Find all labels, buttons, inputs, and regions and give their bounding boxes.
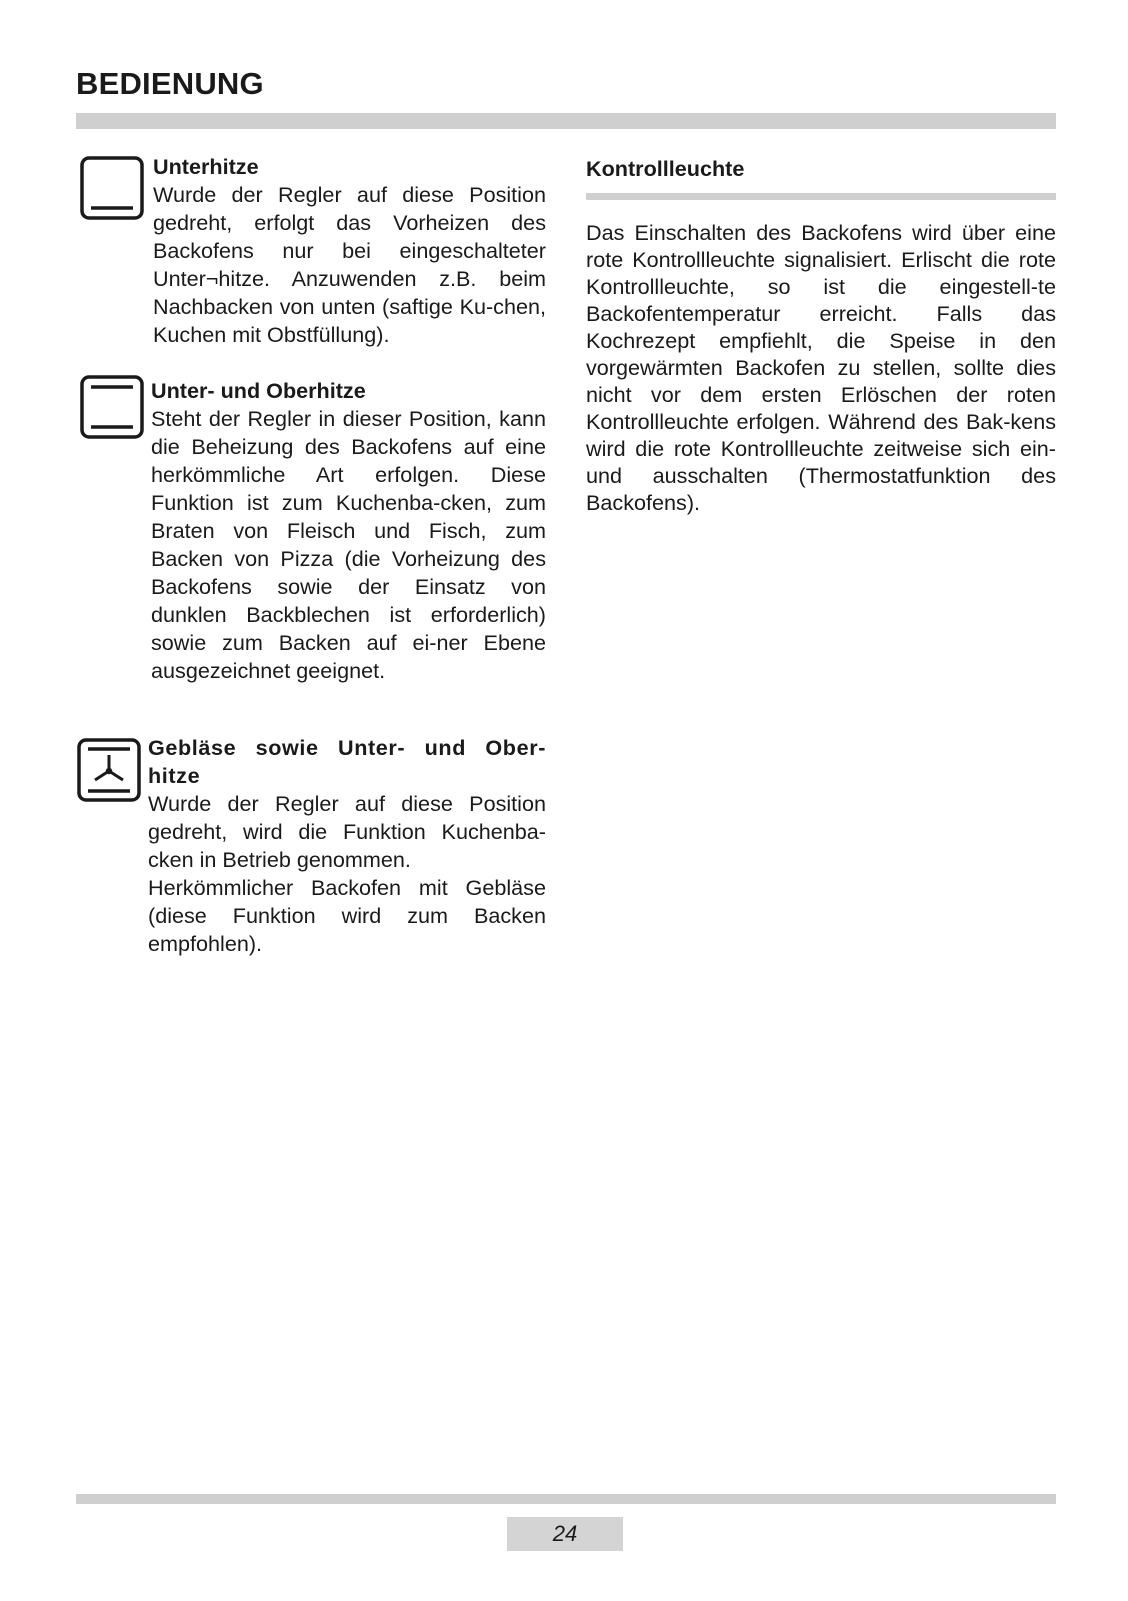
section-body: Steht der Regler in dieser Position, kann die Beheizung des Backofens auf eine herkömmliche Art erfolgen. Diese Funktion ist zum Kuchenba-cken, zum Braten von Fleisch und Fisch, zum Backen von Pizza (die Vorheizung des Backofens sowie der Einsatz von dunklen Backblechen ist erforderlich) sowie zum Backen auf ei-ner Ebene ausgezeichnet geeignet. xyxy=(151,406,546,683)
page-number: 24 xyxy=(507,1517,623,1551)
section-title: Gebläse sowie Unter- und Ober-hitze xyxy=(148,735,546,788)
page-title: BEDIENUNG xyxy=(76,66,264,101)
bottom-heat-icon xyxy=(80,156,144,220)
section-title: Unter- und Oberhitze xyxy=(151,378,366,403)
section-body: Wurde der Regler auf diese Position gedreht, erfolgt das Vorheizen des Backofens nur bei eingeschalteter Unter¬hitze. Anzuwenden z.B. beim Nachbacken von unten (saftige Ku-chen, Kuchen mit Obstfüllung). xyxy=(153,182,546,347)
kontrollleuchte-title: Kontrollleuchte xyxy=(586,156,745,181)
fan-top-bottom-heat-icon xyxy=(77,738,141,802)
kontrollleuchte-body: Das Einschalten des Backofens wird über eine rote Kontrollleuchte signalisiert. Erlischt die rote Kontrollleuchte, so ist die eingestell-te Backofentemperatur erreicht. Falls das Kochrezept empfiehlt, die Speise in den vorgewärmten Backofen zu stellen, sollte dies nicht vor dem ersten Erlöschen der roten Kontrollleuchte erfolgen. Während des Bak-kens wird die rote Kontrollleuchte zeitweise sich ein- und ausschalten (Thermostatfunktion des Backofens). xyxy=(586,220,1056,515)
section-title: Unterhitze xyxy=(153,154,259,179)
kontrollleuchte-divider xyxy=(586,193,1056,200)
footer-divider xyxy=(76,1494,1056,1504)
header-divider xyxy=(76,113,1056,129)
section-body: Wurde der Regler auf diese Position gedreht, wird die Funktion Kuchenba-cken in Betrieb genommen. Herkömmlicher Backofen mit Gebläse (diese Funktion wird zum Backen empfohlen). xyxy=(148,791,546,956)
top-bottom-heat-icon xyxy=(80,375,144,439)
